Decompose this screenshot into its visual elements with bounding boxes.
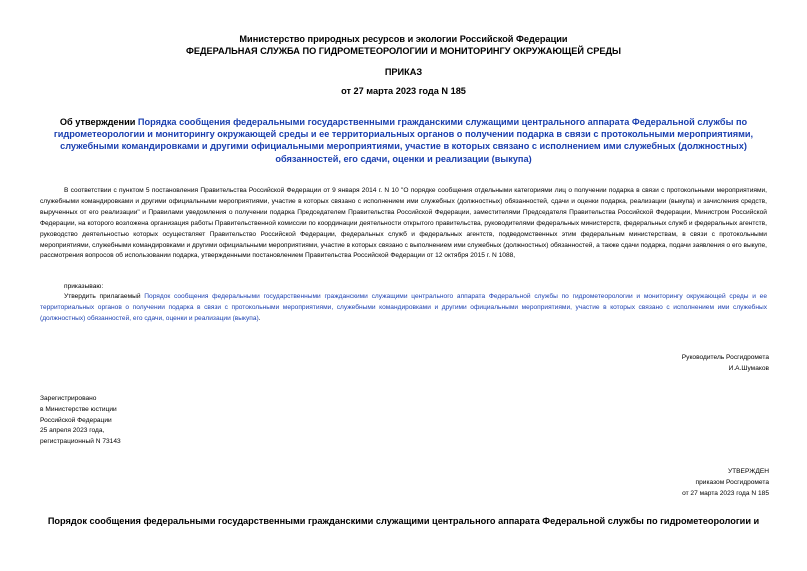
document-title [40, 116, 767, 165]
registration-line: в Министерстве юстиции [40, 405, 117, 413]
ministry-heading: Министерство природных ресурсов и экологии Российской Федерации [239, 34, 568, 44]
approval-line: приказом Росгидромета [695, 479, 769, 486]
registration-block [40, 394, 121, 448]
approve-link[interactable]: Порядок сообщения федеральными государственными гражданскими служащими центрального аппарата Федеральной службы по гидрометеорологии и мониторингу окружающей среды и ее территориальных органов о получении подарка в связи с протокольными мероприятиями, служебными командировками и другими официальными мероприятиями, участие в которых связано с исполнением ими служебных (должностных) обязанностей, его сдачи, оценки и реализации (выкупа) [40, 293, 767, 322]
service-heading: ФЕДЕРАЛЬНАЯ СЛУЖБА ПО ГИДРОМЕТЕОРОЛОГИИ И МОНИТОРИНГУ ОКРУЖАЮЩЕЙ СРЕДЫ [186, 46, 621, 56]
paragraph-order: приказываю: [64, 283, 104, 290]
signature-name: И.А.Шумаков [728, 365, 769, 372]
approve-prefix: Утвердить прилагаемый [64, 293, 145, 300]
approval-line: УТВЕРЖДЕН [727, 468, 769, 475]
registration-line: Зарегистрировано [40, 395, 97, 402]
procedure-title: Порядок сообщения федеральными государственными гражданскими служащими центрального аппарата Федеральной службы по гидрометеорологии и [47, 516, 760, 526]
paragraph-basis: В соответствии с пунктом 5 постановления Правительства Российской Федерации от 9 января 2014 г. N 10 "О порядке сообщения отдельными категориями лиц о получении подарка в связи с протокольными мероприятиями, служебными командировками и другими официальными мероприятиями, участие в которых связано с исполнением ими служебных (должностных) обязанностей, сдачи и оценки подарка, реализации (выкупа) и зачисления средств, вырученных от его реализации" и Правилами уведомления о получении подарка Председателем Правительства Российской Федерации, заместителями Председателя Правительства Российской Федерации, Министром Российской Федерации, на которого возложена организация работы Правительственной комиссии по координации деятельности открытого правительства, руководителями федеральных министерств, федеральных служб и федеральных агентств, руководство деятельностью которых осуществляет Правительство Российской Федерации, федеральных служб и федеральных агентств, подведомственных этим федеральным министерствам, в связи с протокольными мероприятиями, служебными командировками и другими официальными мероприятиями, участие в которых связано с выполнением ими служебных (должностных) обязанностей, а также сдачи подарка, подачи заявления о его выкупе, рассмотрения вопросов об использовании подарка, утвержденными постановлением Правительства Российской Федерации от 12 октября 2015 г. N 1088, [40, 187, 768, 260]
doc-date: от 27 марта 2023 года N 185 [341, 86, 466, 96]
paragraph-approve [40, 292, 767, 325]
approve-suffix: . [258, 314, 261, 322]
doc-type: ПРИКАЗ [384, 67, 423, 77]
title-link[interactable]: Порядка сообщения федеральными государственными гражданскими служащими центрального аппарата Федеральной службы по гидрометеорологии и мониторингу окружающей среды и ее территориальных органов о получении подарка в связи с протокольными мероприятиями, служебными командировками и другими официальными мероприятиями, участие в которых связано с исполнением ими служебных (должностных) обязанностей, его сдачи, оценки и реализации (выкупа) [53, 117, 754, 164]
approval-line: от 27 марта 2023 года N 185 [682, 490, 769, 497]
title-prefix: Об утверждении [59, 117, 138, 127]
signature-position: Руководитель Росгидромета [681, 354, 769, 361]
approval-block [682, 466, 769, 499]
registration-line: регистрационный N 73143 [40, 438, 121, 446]
registration-line: 25 апреля 2023 года, [40, 427, 105, 435]
signature-block [682, 352, 769, 374]
registration-line: Российской Федерации [40, 416, 112, 424]
